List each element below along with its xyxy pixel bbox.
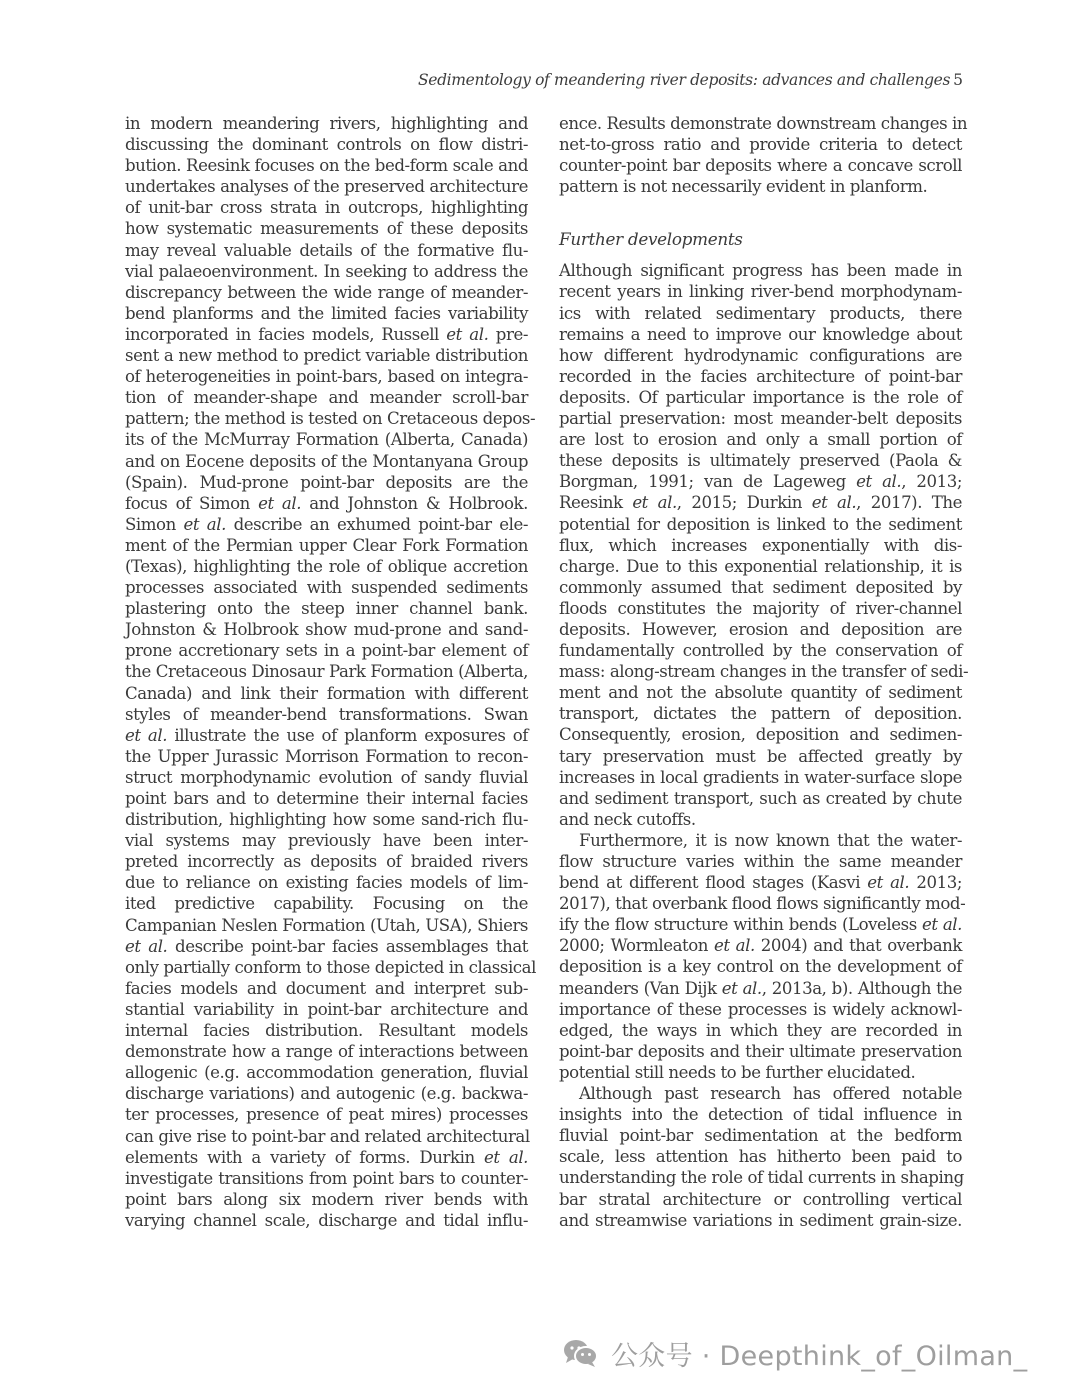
text-line: point-bar deposits and their ultimate preservation xyxy=(559,1041,962,1061)
paragraph xyxy=(559,830,966,1083)
italic-citation: et al. xyxy=(183,514,226,534)
text-line: distribution, highlighting how some sand-rich flu- xyxy=(125,810,528,830)
text-line: Reesink et al., 2015; Durkin et al., 2017). The xyxy=(559,493,962,513)
text-line: ify the flow structure within bends (Loveless et al. xyxy=(559,915,962,935)
text-line: and neck cutoffs. xyxy=(559,809,696,829)
text-line: Johnston & Holbrook show mud-prone and sand- xyxy=(125,620,528,640)
text-line: stantial variability in point-bar architecture and xyxy=(125,999,528,1019)
italic-citation: et al. xyxy=(483,1147,528,1167)
text-line: point bars and to determine their internal facies xyxy=(125,789,528,808)
text-line: (Spain). Mud-prone point-bar deposits are the xyxy=(125,472,528,492)
text-line: in modern meandering rivers, highlighting and xyxy=(125,114,528,133)
text-line: sent a new method to predict variable distribution xyxy=(125,346,528,366)
text-line: potential still needs to be further elucidated. xyxy=(559,1062,916,1082)
text-line: Campanian Neslen Formation (Utah, USA), Shiers xyxy=(125,915,528,935)
text-line: tion of meander-shape and meander scroll-bar xyxy=(125,388,528,408)
text-line: discrepancy between the wide range of meander- xyxy=(125,282,528,302)
text-line: these deposits is ultimately preserved (Paola & xyxy=(559,451,962,471)
italic-citation: et al. xyxy=(714,936,755,956)
text-line: due to reliance on existing facies models of lim- xyxy=(125,873,528,893)
text-line: internal facies distribution. Resultant models xyxy=(125,1021,528,1041)
text-line: allogenic (e.g. accommodation generation, fluvial xyxy=(125,1063,528,1083)
text-line: deposits. Of particular importance is the role of xyxy=(559,387,962,407)
text-line: Consequently, erosion, deposition and sedimen- xyxy=(559,725,962,745)
text-line: Canada) and link their formation with different xyxy=(125,683,528,703)
text-line: net-to-gross ratio and provide criteria to detect xyxy=(559,135,962,155)
text-line: potential for deposition is linked to the sediment xyxy=(559,514,962,534)
text-line: how different hydrodynamic configurations are xyxy=(559,345,962,365)
text-line: increases in local gradients in water-surface slope xyxy=(559,767,962,787)
paragraph xyxy=(559,1083,962,1231)
watermark xyxy=(563,1333,1027,1373)
text-line: bend planforms and the limited facies variability xyxy=(125,303,528,323)
text-line: flow structure varies within the same meander xyxy=(559,852,962,871)
italic-citation: et al. xyxy=(856,472,902,492)
text-line: plastering onto the steep inner channel bank. xyxy=(125,599,528,619)
italic-citation: et al. xyxy=(258,493,302,513)
text-line: of heterogeneities in point-bars, based on integra- xyxy=(125,367,528,387)
text-line: varying channel scale, discharge and tidal influ- xyxy=(125,1210,528,1230)
text-line: may reveal valuable details of the formative flu- xyxy=(125,240,528,260)
text-line: and on Eocene deposits of the Montanyana Group xyxy=(125,451,528,471)
text-line: edged, the ways in which they are recorded in xyxy=(559,1020,962,1040)
text-line: preted incorrectly as deposits of braided rivers xyxy=(125,852,528,872)
text-line: mass: along-stream changes in the transfer of sedi- xyxy=(559,662,969,682)
text-line: ter processes, presence of peat mires) processes xyxy=(125,1105,528,1125)
running-head xyxy=(418,71,963,93)
watermark-text: 公众号 · Deepthink_of_Oilman_ xyxy=(611,1340,1028,1372)
right-column xyxy=(559,113,969,1231)
text-line: Although significant progress has been made in xyxy=(559,261,962,281)
text-line: Simon et al. describe an exhumed point-bar ele- xyxy=(125,514,528,534)
paragraph xyxy=(559,260,969,830)
text-line: counter-point bar deposits where a concave scroll xyxy=(559,156,962,176)
text-line: ment and not the absolute quantity of sediment xyxy=(559,683,962,703)
text-line: Borgman, 1991; van de Lageweg et al., 2013; xyxy=(559,472,962,492)
text-line: bend at different flood stages (Kasvi et al. 2013; xyxy=(559,873,962,893)
text-line: Although past research has offered notable xyxy=(579,1084,962,1104)
italic-citation: et al. xyxy=(811,493,857,513)
italic-citation: et al. xyxy=(922,915,962,935)
text-line: ence. Results demonstrate downstream changes in xyxy=(559,114,968,133)
text-line: 2000; Wormleaton et al. 2004) and that overbank xyxy=(559,936,962,956)
text-line: (Texas), highlighting the role of oblique accretion xyxy=(125,556,528,576)
text-line: and streamwise variations in sediment grain-size. xyxy=(559,1210,962,1230)
text-line: bar stratal architecture or controlling vertical xyxy=(559,1189,962,1209)
text-line: flux, which increases exponentially with dis- xyxy=(559,535,962,555)
text-line: 2017), that overbank flood flows significantly mod- xyxy=(559,894,966,914)
text-line: et al. illustrate the use of planform exposures of xyxy=(125,725,528,745)
right-column-paragraphs xyxy=(559,260,969,1230)
text-line: recent years in linking river-bend morphodynam- xyxy=(559,282,962,302)
text-line: fundamentally controlled by the conservation of xyxy=(559,641,962,661)
text-line: of unit-bar cross strata in outcrops, highlighting xyxy=(125,198,528,218)
text-line: struct morphodynamic evolution of sandy fluvial xyxy=(125,767,528,787)
italic-citation: et al. xyxy=(867,873,910,893)
text-line: investigate transitions from point bars to counter- xyxy=(125,1168,528,1188)
text-line: styles of meander-bend transformations. Swan xyxy=(125,704,528,724)
text-line: elements with a variety of forms. Durkin et al. xyxy=(125,1147,528,1167)
text-line: recorded in the facies architecture of point-bar xyxy=(559,366,962,386)
text-line: insights into the detection of tidal influence in xyxy=(559,1105,962,1125)
text-line: incorporated in facies models, Russell et al. pre- xyxy=(125,324,528,344)
text-line: et al. describe point-bar facies assemblages that xyxy=(125,936,528,956)
text-line: pattern is not necessarily evident in planform. xyxy=(559,177,928,197)
text-line: discharge variations) and autogenic (e.g. backwa- xyxy=(125,1084,528,1104)
page-number: 5 xyxy=(953,71,963,89)
italic-citation: et al. xyxy=(721,978,762,998)
text-line: bution. Reesink focuses on the bed-form scale and xyxy=(125,156,528,176)
text-line: Furthermore, it is now known that the water- xyxy=(579,830,962,850)
text-line: fluvial point-bar sedimentation at the bedform xyxy=(559,1126,962,1146)
text-line: scale, less attention has hitherto been paid to xyxy=(559,1147,962,1167)
running-head-title: Sedimentology of meandering river deposits: advances and challenges xyxy=(418,71,951,89)
text-line: deposition is a key control on the development of xyxy=(559,957,962,977)
text-line: point bars along six modern river bends with xyxy=(125,1189,528,1209)
section-heading: Further developments xyxy=(559,229,743,250)
text-line: processes associated with suspended sediments xyxy=(125,578,528,598)
text-line: commonly assumed that sediment deposited by xyxy=(559,577,962,597)
text-line: the Upper Jurassic Morrison Formation to recon- xyxy=(125,746,528,766)
text-line: remains a need to improve our knowledge about xyxy=(559,324,962,344)
text-line: deposits. However, erosion and deposition are xyxy=(559,619,962,639)
text-line: how systematic measurements of these deposits xyxy=(125,219,528,239)
text-line: floods constitutes the majority of river-channel xyxy=(559,598,962,618)
text-line: pattern; the method is tested on Cretaceous depos- xyxy=(125,409,536,429)
text-line: ment of the Permian upper Clear Fork Formation xyxy=(125,535,528,555)
italic-citation: et al. xyxy=(125,936,168,956)
text-line: understanding the role of tidal currents in shaping xyxy=(559,1168,964,1188)
text-line: partial preservation: most meander-belt deposits xyxy=(559,409,962,429)
text-line: can give rise to point-bar and related architectural xyxy=(125,1126,530,1146)
text-line: charge. Due to this exponential relationship, it is xyxy=(559,556,962,576)
right-column-intro xyxy=(559,113,968,197)
text-line: prone accretionary sets in a point-bar element of xyxy=(125,641,528,661)
text-line: tary preservation must be affected greatly by xyxy=(559,746,962,766)
text-line: and sediment transport, such as created by chute xyxy=(559,788,962,808)
text-line: the Cretaceous Dinosaur Park Formation (Alberta, xyxy=(125,662,528,682)
left-column xyxy=(125,113,536,1231)
text-line: are lost to erosion and only a small portion of xyxy=(559,430,962,450)
text-line: demonstrate how a range of interactions between xyxy=(125,1042,528,1062)
italic-citation: et al. xyxy=(632,493,677,513)
text-line: facies models and document and interpret sub- xyxy=(125,978,528,998)
text-line: only partially conform to those depicted in classical xyxy=(125,957,536,977)
italic-citation: et al. xyxy=(446,324,489,344)
text-line: ics with related sedimentary products, there xyxy=(559,303,962,323)
text-line: vial systems may previously have been inter- xyxy=(125,831,528,851)
text-line: meanders (Van Dijk et al., 2013a, b). Although the xyxy=(559,978,962,998)
text-line: importance of these processes is widely acknowl- xyxy=(559,999,962,1019)
text-line: vial palaeoenvironment. In seeking to address the xyxy=(125,261,528,281)
text-line: discussing the dominant controls on flow distri- xyxy=(125,135,528,155)
wechat-icon xyxy=(563,1338,599,1368)
text-line: transport, dictates the pattern of deposition. xyxy=(559,704,962,724)
italic-citation: et al. xyxy=(125,725,168,745)
text-line: ited predictive capability. Focusing on the xyxy=(125,894,528,914)
text-line: undertakes analyses of the preserved architecture xyxy=(125,177,528,197)
text-line: focus of Simon et al. and Johnston & Holbrook. xyxy=(125,493,528,513)
text-line: its of the McMurray Formation (Alberta, Canada) xyxy=(125,430,528,450)
